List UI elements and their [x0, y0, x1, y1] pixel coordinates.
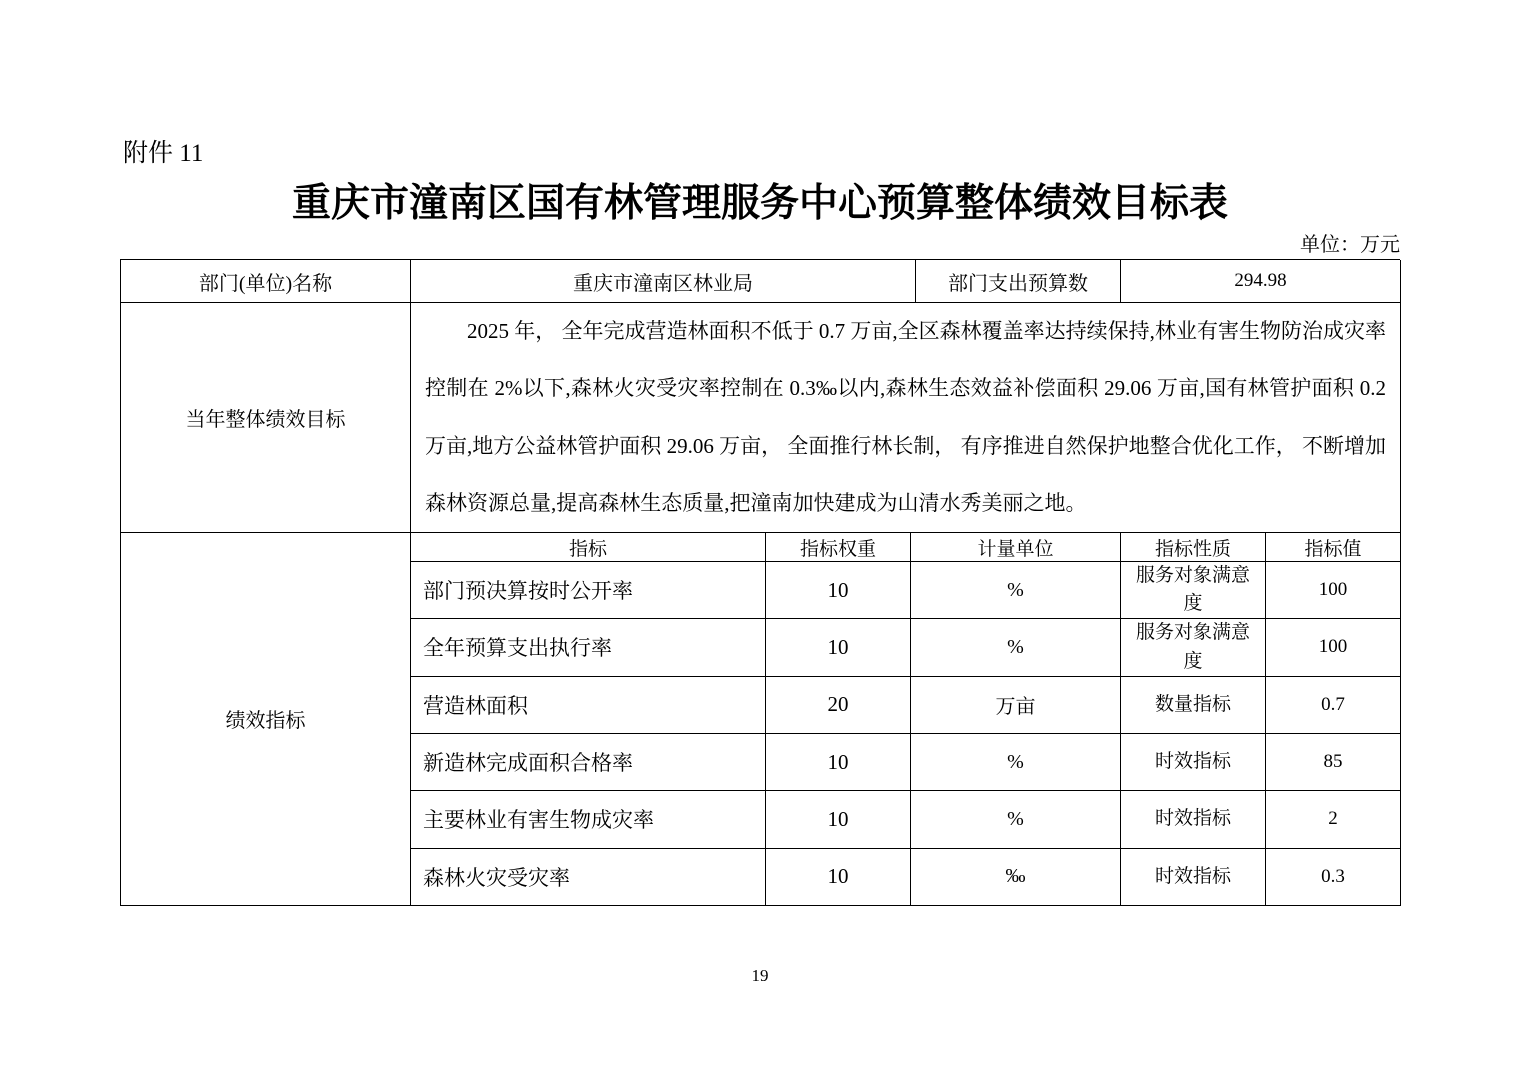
unit-note: 单位：万元: [1300, 234, 1400, 256]
indicator-row: [411, 677, 1401, 734]
indicator-row: [411, 619, 1401, 676]
performance-target-table: [120, 259, 1400, 906]
indicator-name-cell: 全年预算支出执行率: [411, 619, 766, 676]
indicator-unit-cell: %: [911, 562, 1121, 619]
indicator-header-name: 指标: [411, 533, 766, 562]
indicator-unit-cell: %: [911, 734, 1121, 791]
indicator-row: [411, 734, 1401, 791]
indicator-unit-cell: 万亩: [911, 677, 1121, 734]
dept-name-value-cell: 重庆市潼南区林业局: [411, 260, 916, 303]
indicator-value-cell: 0.7: [1266, 677, 1401, 734]
indicator-unit-cell: ‰: [911, 849, 1121, 906]
indicator-nature-cell: 时效指标: [1121, 734, 1266, 791]
indicator-nature-cell: 服务对象满意度: [1121, 562, 1266, 619]
indicator-nature-cell: 时效指标: [1121, 849, 1266, 906]
indicator-unit-cell: %: [911, 791, 1121, 848]
indicator-row: [411, 849, 1401, 906]
indicator-row: [411, 791, 1401, 848]
indicator-name-cell: 部门预决算按时公开率: [411, 562, 766, 619]
page-number: 19: [751, 966, 769, 985]
indicator-value-cell: 0.3: [1266, 849, 1401, 906]
budget-label-cell: 部门支出预算数: [916, 260, 1121, 303]
indicator-name-cell: 主要林业有害生物成灾率: [411, 791, 766, 848]
indicator-weight-cell: 10: [766, 791, 911, 848]
page-title: 重庆市潼南区国有林管理服务中心预算整体绩效目标表: [291, 182, 1228, 225]
indicator-value-cell: 100: [1266, 619, 1401, 676]
indicator-weight-cell: 10: [766, 619, 911, 676]
budget-value-cell: 294.98: [1121, 260, 1401, 303]
goal-text-cell: 2025 年， 全年完成营造林面积不低于 0.7 万亩,全区森林覆盖率达持续保持,林业有害生物防治成灾率控制在 2%以下,森林火灾受灾率控制在 0.3‰以内,森林生态效益补偿面积 29.06 万亩,国有林管护面积 0.2 万亩,地方公益林管护面积 29.06 万亩， 全面推行林长制， 有序推进自然保护地整合优化工作， 不断增加森林资源总量,提高森林生态质量,把潼南加快建成为山清水秀美丽之地。: [411, 303, 1401, 533]
indicators-section: [121, 533, 1400, 906]
indicator-value-cell: 2: [1266, 791, 1401, 848]
indicator-table: [411, 533, 1401, 906]
goal-label-cell: 当年整体绩效目标: [121, 303, 411, 533]
indicator-header-unit: 计量单位: [911, 533, 1121, 562]
indicator-weight-cell: 10: [766, 849, 911, 906]
indicator-header-value: 指标值: [1266, 533, 1401, 562]
indicator-nature-cell: 数量指标: [1121, 677, 1266, 734]
indicator-name-cell: 新造林完成面积合格率: [411, 734, 766, 791]
indicator-weight-cell: 20: [766, 677, 911, 734]
indicator-weight-cell: 10: [766, 562, 911, 619]
indicator-name-cell: 森林火灾受灾率: [411, 849, 766, 906]
indicator-nature-cell: 时效指标: [1121, 791, 1266, 848]
indicator-unit-cell: %: [911, 619, 1121, 676]
dept-budget-row: [121, 260, 1400, 303]
indicator-weight-cell: 10: [766, 734, 911, 791]
indicator-name-cell: 营造林面积: [411, 677, 766, 734]
indicator-row: [411, 562, 1401, 619]
indicator-header-row: [411, 533, 1401, 562]
indicators-label-cell: 绩效指标: [121, 533, 411, 906]
indicator-value-cell: 85: [1266, 734, 1401, 791]
indicator-value-cell: 100: [1266, 562, 1401, 619]
goal-row: [121, 303, 1400, 533]
indicator-nature-cell: 服务对象满意度: [1121, 619, 1266, 676]
indicator-header-weight: 指标权重: [766, 533, 911, 562]
attachment-label: 附件 11: [123, 140, 204, 167]
dept-name-label-cell: 部门(单位)名称: [121, 260, 411, 303]
indicator-header-nature: 指标性质: [1121, 533, 1266, 562]
